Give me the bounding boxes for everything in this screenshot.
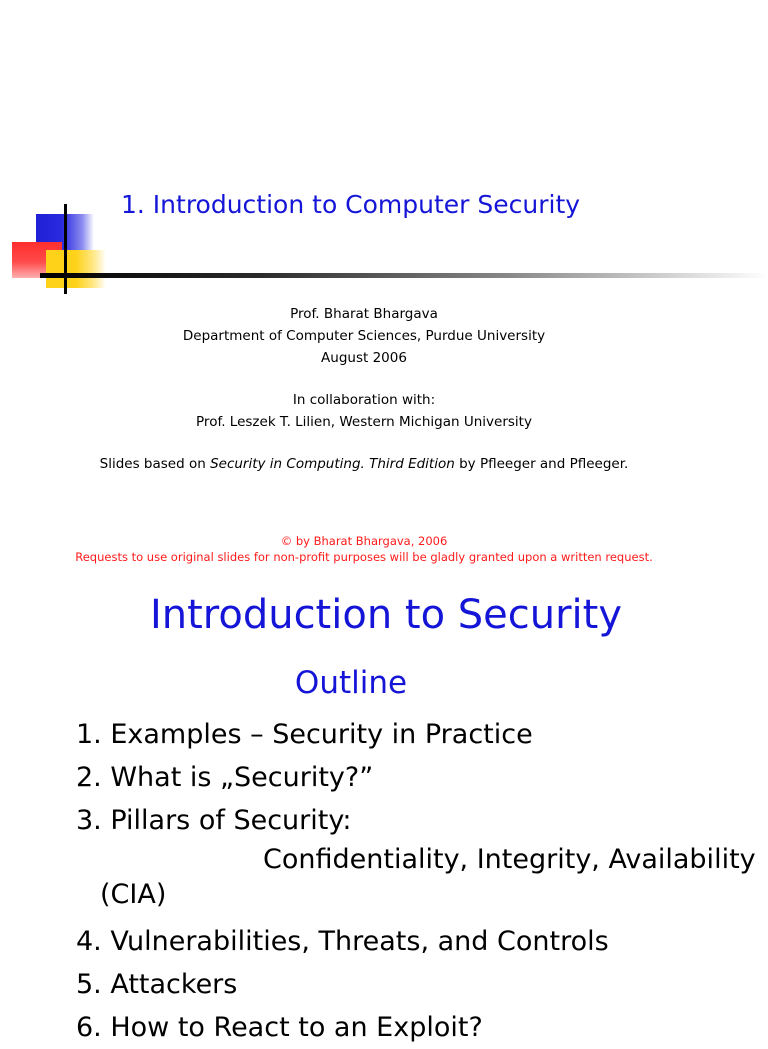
collaboration-block [0, 389, 728, 433]
source-credit-suffix: by Pfleeger and Pfleeger. [454, 456, 629, 472]
outline-item: 5. Attackers [76, 969, 238, 1000]
copyright-line: © by Bharat Bhargava, 2006 [280, 534, 448, 548]
outline-item: 3. Pillars of Security: [76, 805, 352, 836]
author-name: Prof. Bharat Bhargava [290, 306, 438, 322]
outline-heading: Outline [294, 665, 408, 701]
author-department: Department of Computer Sciences, Purdue University [182, 328, 546, 344]
author-block [0, 303, 728, 369]
outline-item: 1. Examples – Security in Practice [76, 719, 533, 750]
section-title: Introduction to Security [149, 592, 623, 638]
usage-request-line: Requests to use original slides for non-profit purposes will be gladly granted upon a written request. [75, 550, 653, 564]
vertical-rule [64, 204, 67, 294]
source-credit [0, 456, 728, 472]
outline-item: 4. Vulnerabilities, Threats, and Controls [76, 926, 609, 957]
outline-item-subline: Confidentiality, Integrity, Availability [263, 844, 756, 875]
outline-item: 6. How to React to an Exploit? [76, 1012, 483, 1043]
slide-date: August 2006 [321, 350, 407, 366]
yellow-square-decoration [46, 250, 106, 288]
collaborator-name: Prof. Leszek T. Lilien, Western Michigan University [196, 414, 532, 430]
slide-title: 1. Introduction to Computer Security [121, 190, 581, 219]
source-credit-prefix: Slides based on [99, 456, 211, 472]
collaboration-label: In collaboration with: [292, 392, 436, 408]
outline-item: 2. What is „Security?” [76, 762, 374, 793]
title-underline-rule [40, 273, 768, 278]
copyright-notice [0, 533, 728, 565]
source-book-title: Security in Computing. Third Edition [210, 456, 455, 472]
outline-list [76, 713, 756, 1049]
outline-item-continuation: (CIA) [100, 879, 167, 910]
